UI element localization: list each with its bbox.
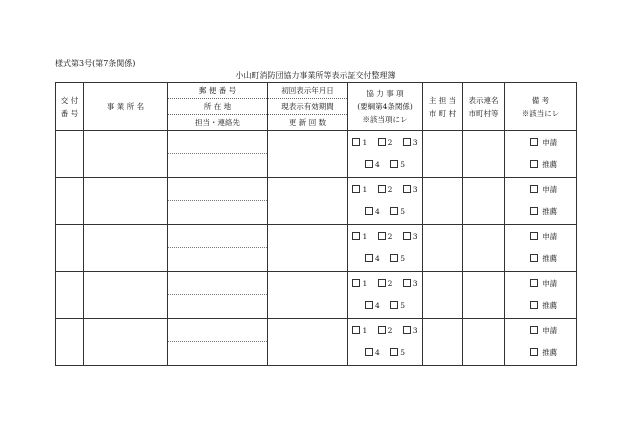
options-row [348,179,422,201]
checkbox[interactable] [530,207,538,215]
header-text: (要綱第4条関係) [357,102,413,111]
remarks-option [505,320,576,342]
register-table [55,82,577,366]
header-remarks [505,83,577,131]
option-label: 5 [400,348,405,357]
dotted-line [168,225,267,248]
options-row [348,226,422,248]
city-cell[interactable] [423,272,463,319]
header-date-block [268,83,348,131]
remarks-option [505,295,576,317]
address-cell[interactable] [168,319,268,366]
remarks-option [505,179,576,201]
date-cell[interactable] [268,272,348,319]
checkbox[interactable] [352,326,360,334]
checkbox[interactable] [530,301,538,309]
option-label: 1 [362,279,368,288]
city-cell[interactable] [423,225,463,272]
option-label: 申請 [542,138,558,147]
remarks-cell [505,272,577,319]
option-label: 3 [412,326,418,335]
issue-number-cell[interactable] [56,225,84,272]
date-cell[interactable] [268,225,348,272]
option-label: 4 [375,160,380,169]
dotted-line [168,319,267,342]
linked-cell[interactable] [463,225,505,272]
option-label: 3 [412,232,418,241]
options-row [348,132,422,154]
table-row [56,272,577,319]
option-label: 推薦 [542,207,558,216]
checkbox[interactable] [352,185,360,193]
office-name-cell[interactable] [84,225,168,272]
cooperation-cell [348,131,423,178]
checkbox[interactable] [352,279,360,287]
office-name-cell[interactable] [84,178,168,225]
option-label: 2 [387,185,393,194]
header-renewals: 更 新 回 数 [268,114,347,130]
linked-cell[interactable] [463,272,505,319]
checkbox[interactable] [403,185,411,193]
option-label: 申請 [542,279,558,288]
remarks-option [505,132,576,154]
cooperation-cell [348,225,423,272]
remarks-option [505,226,576,248]
dotted-line [168,154,267,176]
checkbox[interactable] [530,138,538,146]
checkbox[interactable] [365,301,373,309]
remarks-option [505,342,576,364]
cooperation-cell [348,178,423,225]
checkbox[interactable] [365,348,373,356]
option-label: 4 [375,301,380,310]
remarks-cell [505,319,577,366]
option-label: 1 [362,185,368,194]
option-label: 4 [375,254,380,263]
checkbox[interactable] [390,301,398,309]
linked-cell[interactable] [463,131,505,178]
option-label: 3 [412,279,418,288]
option-label: 2 [387,279,393,288]
remarks-cell [505,131,577,178]
linked-cell[interactable] [463,319,505,366]
option-label: 5 [400,207,405,216]
office-name-cell[interactable] [84,131,168,178]
header-text: 備 考 [531,95,550,105]
checkbox[interactable] [530,279,538,287]
checkbox[interactable] [390,254,398,262]
office-name-cell[interactable] [84,319,168,366]
cooperation-cell [348,319,423,366]
option-label: 3 [412,138,418,147]
checkbox[interactable] [403,326,411,334]
checkbox[interactable] [530,185,538,193]
checkbox[interactable] [530,160,538,168]
header-validity: 現表示有効期間 [268,98,347,114]
address-cell[interactable] [168,225,268,272]
checkbox[interactable] [530,348,538,356]
option-label: 5 [400,254,405,263]
option-label: 1 [362,232,368,241]
header-text: ※該当項にレ [362,115,408,124]
checkbox[interactable] [403,279,411,287]
remarks-option [505,201,576,223]
header-contact: 担当・連絡先 [168,114,267,130]
remarks-cell [505,178,577,225]
option-label: 申請 [542,232,558,241]
issue-number-cell[interactable] [56,319,84,366]
option-label: 2 [387,326,393,335]
option-label: 3 [412,185,418,194]
options-row [348,320,422,342]
option-label: 推薦 [542,160,558,169]
remarks-cell [505,225,577,272]
checkbox[interactable] [390,207,398,215]
office-name-cell[interactable] [84,272,168,319]
header-text: ※該当にレ [521,108,560,118]
header-text: 交 付 [60,95,79,105]
header-city [423,83,463,131]
option-label: 1 [362,326,368,335]
option-label: 2 [387,232,393,241]
checkbox[interactable] [365,207,373,215]
options-row [348,295,422,317]
header-address-block [168,83,268,131]
header-cooperation [348,83,423,131]
checkbox[interactable] [378,185,386,193]
dotted-line [168,342,267,364]
checkbox[interactable] [378,232,386,240]
form-number: 様式第3号(第7条関係) [55,59,136,68]
option-label: 5 [400,160,405,169]
header-postal: 郵 便 番 号 [198,86,237,95]
dotted-line [168,272,267,295]
header-text: 主 担 当 [428,95,457,105]
header-first-date: 初回表示年月日 [281,86,334,95]
options-row [348,342,422,364]
issue-number-cell[interactable] [56,178,84,225]
remarks-option [505,273,576,295]
option-label: 1 [362,138,368,147]
checkbox[interactable] [378,138,386,146]
option-label: 推薦 [542,348,558,357]
option-label: 推薦 [542,301,558,310]
options-row [348,248,422,270]
cooperation-cell [348,272,423,319]
header-text: 市 町 村 [428,108,457,118]
address-cell[interactable] [168,131,268,178]
option-label: 4 [375,207,380,216]
header-address: 所 在 地 [168,98,267,114]
table-row [56,178,577,225]
checkbox[interactable] [530,326,538,334]
issue-number-cell[interactable] [56,272,84,319]
header-linked [463,83,505,131]
table-row [56,319,577,366]
header-issue-number [56,83,84,131]
remarks-option [505,248,576,270]
city-cell[interactable] [423,178,463,225]
city-cell[interactable] [423,131,463,178]
header-text: 市町村等 [468,108,499,118]
header-office-name: 事 業 所 名 [84,83,168,131]
date-cell[interactable] [268,131,348,178]
checkbox[interactable] [378,279,386,287]
header-text: 番 号 [60,108,79,118]
table-row [56,131,577,178]
option-label: 推薦 [542,254,558,263]
checkbox[interactable] [403,232,411,240]
date-cell[interactable] [268,319,348,366]
checkbox[interactable] [530,254,538,262]
option-label: 申請 [542,185,558,194]
remarks-option [505,154,576,176]
date-cell[interactable] [268,178,348,225]
option-label: 申請 [542,326,558,335]
checkbox[interactable] [352,232,360,240]
options-row [348,154,422,176]
issue-number-cell[interactable] [56,131,84,178]
checkbox[interactable] [365,160,373,168]
header-text: 表示連名 [468,95,499,105]
option-label: 5 [400,301,405,310]
header-text: 協 力 事 項 [366,89,404,98]
option-label: 2 [387,138,393,147]
city-cell[interactable] [423,319,463,366]
dotted-line [168,178,267,201]
dotted-line [168,295,267,317]
option-label: 4 [375,348,380,357]
address-cell[interactable] [168,272,268,319]
checkbox[interactable] [365,254,373,262]
table-row [56,225,577,272]
checkbox[interactable] [352,138,360,146]
dotted-line [168,248,267,270]
checkbox[interactable] [530,232,538,240]
checkbox[interactable] [390,348,398,356]
page-title: 小山町消防団協力事業所等表示証交付整理簿 [235,71,396,80]
address-cell[interactable] [168,178,268,225]
options-row [348,273,422,295]
header-row [56,83,577,131]
dotted-line [168,201,267,223]
linked-cell[interactable] [463,178,505,225]
options-row [348,201,422,223]
dotted-line [168,131,267,154]
checkbox[interactable] [403,138,411,146]
checkbox[interactable] [390,160,398,168]
checkbox[interactable] [378,326,386,334]
